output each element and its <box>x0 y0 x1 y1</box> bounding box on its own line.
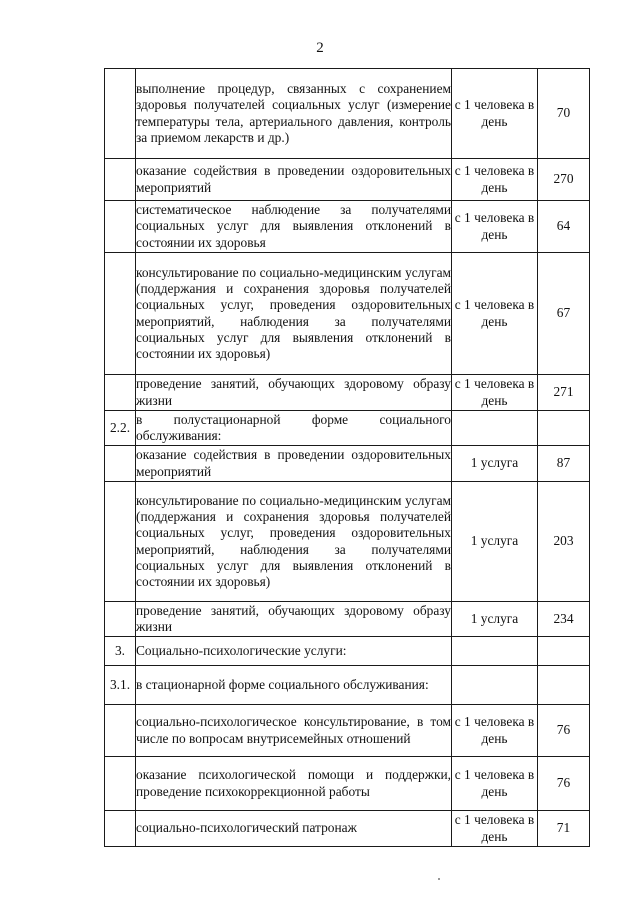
table-row <box>105 446 590 482</box>
service-description: социально-психологическое консультирование, в том числе по вопросам внутрисемейных отношений <box>136 705 452 757</box>
unit-of-service: с 1 человека в день <box>452 159 538 201</box>
service-description: оказание психологической помощи и поддержки, проведение психокоррекционной работы <box>136 757 452 811</box>
service-description: консультирование по социально-медицинским услугам (поддержания и сохранения здоровья получателей социальных услуг, проведения оздоровительных мероприятий, наблюдения за получателями социальных услуг для выявления отклонений в состоянии их здоровья) <box>136 253 452 375</box>
section-heading: Социально-психологические услуги: <box>136 637 452 666</box>
row-number: 2.2. <box>105 411 136 446</box>
service-value: 203 <box>538 482 590 602</box>
service-value: 64 <box>538 201 590 253</box>
service-description: выполнение процедур, связанных с сохранением здоровья получателей социальных услуг (измерение температуры тела, артериального давления, контроль за приемом лекарств и др.) <box>136 69 452 159</box>
service-value: 234 <box>538 602 590 637</box>
unit-of-service <box>452 666 538 705</box>
unit-of-service: 1 услуга <box>452 482 538 602</box>
service-value: 76 <box>538 757 590 811</box>
unit-of-service <box>452 637 538 666</box>
service-description: систематическое наблюдение за получателями социальных услуг для выявления отклонений в состоянии их здоровья <box>136 201 452 253</box>
table-row <box>105 253 590 375</box>
service-description: проведение занятий, обучающих здоровому образу жизни <box>136 375 452 411</box>
unit-of-service <box>452 411 538 446</box>
service-description: оказание содействия в проведении оздоровительных мероприятий <box>136 446 452 482</box>
service-description: в полустационарной форме социального обслуживания: <box>136 411 452 446</box>
unit-of-service: с 1 человека в день <box>452 811 538 847</box>
row-number <box>105 253 136 375</box>
table-row <box>105 159 590 201</box>
row-number <box>105 811 136 847</box>
unit-of-service: с 1 человека в день <box>452 757 538 811</box>
row-number <box>105 69 136 159</box>
table-row <box>105 705 590 757</box>
service-value: 87 <box>538 446 590 482</box>
service-description: проведение занятий, обучающих здоровому образу жизни <box>136 602 452 637</box>
unit-of-service: с 1 человека в день <box>452 375 538 411</box>
row-number <box>105 446 136 482</box>
table-row <box>105 757 590 811</box>
row-number <box>105 602 136 637</box>
services-table <box>104 68 590 847</box>
service-description: социально-психологический патронаж <box>136 811 452 847</box>
table-row <box>105 201 590 253</box>
table-row <box>105 602 590 637</box>
service-description: в стационарной форме социального обслуживания: <box>136 666 452 705</box>
unit-of-service: с 1 человека в день <box>452 705 538 757</box>
service-description: оказание содействия в проведении оздоровительных мероприятий <box>136 159 452 201</box>
service-description: консультирование по социально-медицинским услугам (поддержания и сохранения здоровья получателей социальных услуг, проведения оздоровительных мероприятий, наблюдения за получателями социальных услуг для выявления отклонений в состоянии их здоровья) <box>136 482 452 602</box>
unit-of-service: 1 услуга <box>452 602 538 637</box>
service-value: 270 <box>538 159 590 201</box>
table-row <box>105 482 590 602</box>
row-number <box>105 705 136 757</box>
unit-of-service: с 1 человека в день <box>452 69 538 159</box>
table-row <box>105 375 590 411</box>
service-value: 76 <box>538 705 590 757</box>
service-value: 71 <box>538 811 590 847</box>
unit-of-service: 1 услуга <box>452 446 538 482</box>
table-row <box>105 811 590 847</box>
table-row <box>105 69 590 159</box>
row-number <box>105 482 136 602</box>
service-value <box>538 411 590 446</box>
service-value: 271 <box>538 375 590 411</box>
service-value <box>538 637 590 666</box>
table-row <box>105 666 590 705</box>
row-number: 3.1. <box>105 666 136 705</box>
scan-speck <box>438 878 440 880</box>
row-number: 3. <box>105 637 136 666</box>
row-number <box>105 201 136 253</box>
row-number <box>105 159 136 201</box>
unit-of-service: с 1 человека в день <box>452 253 538 375</box>
table-row <box>105 637 590 666</box>
service-value: 67 <box>538 253 590 375</box>
table-row <box>105 411 590 446</box>
unit-of-service: с 1 человека в день <box>452 201 538 253</box>
row-number <box>105 757 136 811</box>
row-number <box>105 375 136 411</box>
page-number: 2 <box>316 40 324 56</box>
service-value: 70 <box>538 69 590 159</box>
service-value <box>538 666 590 705</box>
